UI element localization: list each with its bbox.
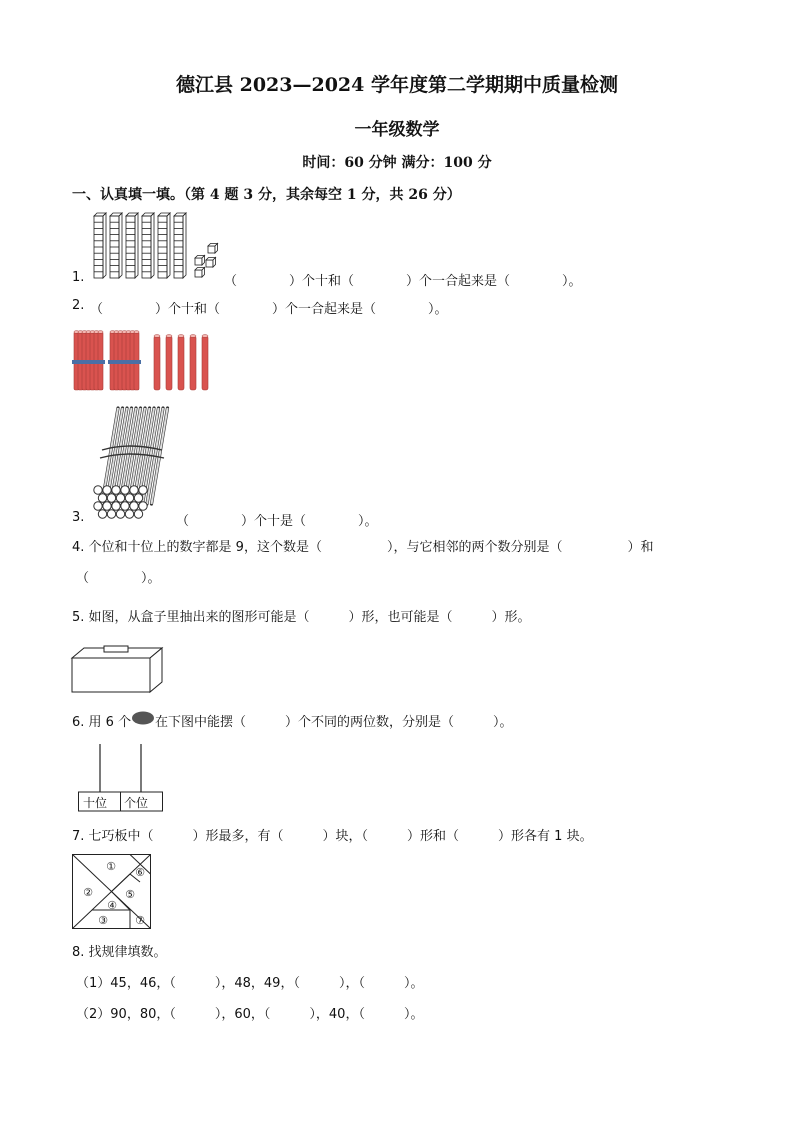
q8-text: 8. 找规律填数。 (72, 945, 167, 960)
unit-cube (206, 258, 216, 268)
tangram-piece-2: ② (83, 886, 93, 899)
tangram-figure (72, 854, 152, 930)
base-ten-blocks-figure (92, 212, 222, 282)
exam-meta: 时间：60 分钟 满分：100 分 (302, 155, 492, 171)
q1-number: 1. (72, 270, 85, 285)
big-bundle (94, 408, 168, 518)
unit-cube (195, 268, 205, 278)
tangram-piece-6: ⑥ (135, 866, 145, 879)
box-figure (72, 646, 164, 694)
q6-text-post: 在下图中能摆（ ）个不同的两位数，分别是（ ）。 (155, 715, 513, 730)
sticks-figure (72, 326, 222, 396)
unit-cube (208, 244, 218, 254)
ten-rod (158, 213, 170, 278)
ten-rod (94, 213, 106, 278)
tangram-piece-1: ① (106, 860, 116, 873)
abacus-tens-label: 十位 (83, 796, 108, 810)
q8-part1: （1）45，46，（ ），48，49，（ ），（ ）。 (76, 976, 424, 991)
tangram-piece-5: ⑤ (125, 888, 135, 901)
tangram-piece-3: ③ (98, 914, 108, 927)
bead-icon (131, 711, 155, 725)
abacus-ones-label: 个位 (124, 796, 149, 810)
exam-title: 德江县 2023—2024 学年度第二学期期中质量检测 (176, 74, 618, 96)
tangram-piece-4: ④ (107, 899, 117, 912)
exam-subtitle: 一年级数学 (354, 120, 440, 140)
q4-line2: （ ）。 (76, 571, 161, 586)
ten-rod (174, 213, 186, 278)
q5-text: 5. 如图，从盒子里抽出来的图形可能是（ ）形，也可能是（ ）形。 (72, 610, 531, 625)
ten-rod (110, 213, 122, 278)
unit-cube (195, 256, 205, 266)
q2-number: 2. (72, 298, 85, 313)
single-stick (154, 335, 160, 390)
stick-bundle (72, 331, 105, 390)
single-stick (166, 335, 172, 390)
q6-text-pre: 6. 用 6 个 (72, 715, 132, 730)
ten-rod (142, 213, 154, 278)
q1-text: （ ）个十和（ ）个一合起来是（ ）。 (224, 274, 582, 289)
q3-number: 3. (72, 510, 85, 525)
q3-text: （ ）个十是（ ）。 (176, 514, 378, 529)
single-stick (190, 335, 196, 390)
ten-rod (126, 213, 138, 278)
q7-text: 7. 七巧板中（ ）形最多，有（ ）块，（ ）形和（ ）形各有 1 块。 (72, 829, 593, 844)
q4-line1: 4. 个位和十位上的数字都是 9，这个数是（ ），与它相邻的两个数分别是（ ）和 (72, 540, 654, 555)
stick-bundle (108, 331, 141, 390)
q2-text: （ ）个十和（ ）个一合起来是（ ）。 (90, 302, 448, 317)
large-stick-bundle-figure (88, 404, 178, 524)
single-stick (178, 335, 184, 390)
section-heading: 一、认真填一填。（第 4 题 3 分，其余每空 1 分，共 26 分） (72, 187, 461, 203)
single-stick (202, 335, 208, 390)
tangram-piece-7: ⑦ (135, 914, 145, 927)
q8-part2: （2）90，80，（ ），60，（ ），40，（ ）。 (76, 1007, 424, 1022)
